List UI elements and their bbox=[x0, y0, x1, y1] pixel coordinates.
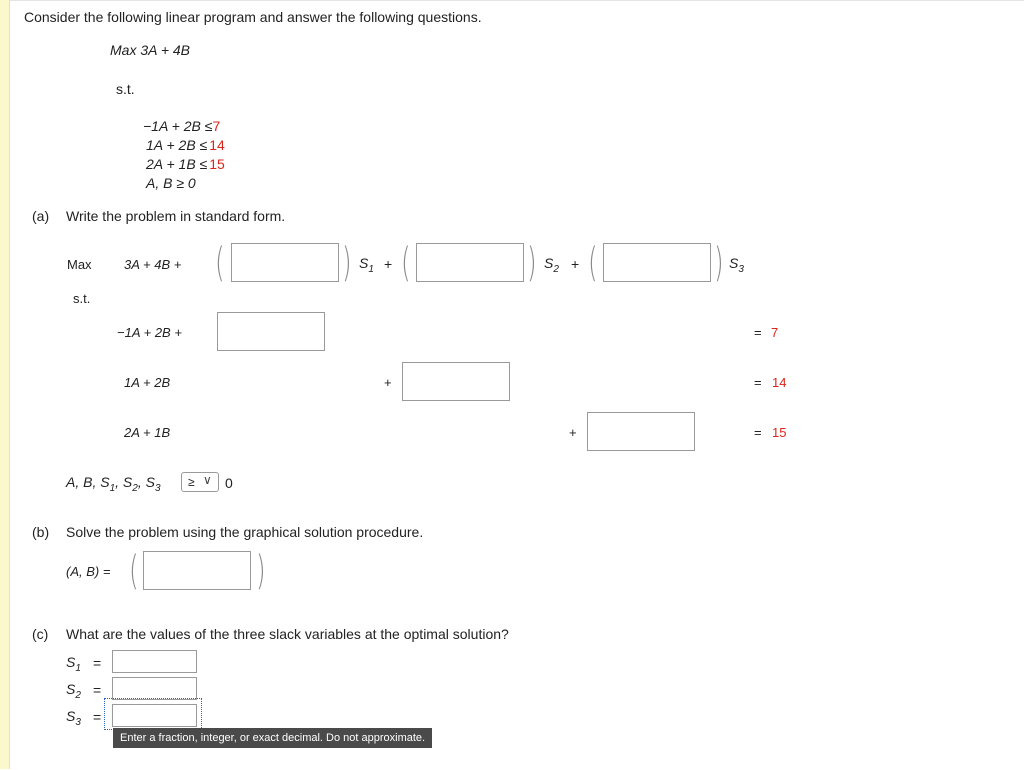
part-a-label: (a) bbox=[32, 208, 50, 224]
part-c-text: What are the values of the three slack variables at the optimal solution? bbox=[66, 626, 509, 642]
std-plus-1: + bbox=[384, 256, 393, 272]
s2-var: S bbox=[544, 255, 554, 271]
row2-rhs: 14 bbox=[772, 375, 787, 390]
row2-plus: + bbox=[384, 375, 392, 390]
s1-var: S bbox=[359, 255, 369, 271]
s3-subscript: 3 bbox=[738, 264, 744, 275]
ab-label: (A, B) = bbox=[66, 564, 111, 579]
paren-open-s1: ( bbox=[215, 240, 225, 286]
vars-sub3: 3 bbox=[154, 483, 161, 494]
row3-lhs: 2A + 1B bbox=[124, 425, 171, 440]
c-s3-label bbox=[66, 708, 81, 728]
lp-constraint-2-lhs: 1A + 2B ≤ bbox=[146, 137, 208, 153]
paren-open-s2: ( bbox=[401, 240, 411, 286]
lp-constraint-1 bbox=[143, 118, 220, 134]
row1-lhs: −1A + 2B + bbox=[117, 325, 182, 340]
input-hint-tooltip: Enter a fraction, integer, or exact decimal. Do not approximate. bbox=[113, 728, 432, 748]
row3-equals: = bbox=[754, 425, 762, 440]
s1-coefficient-input[interactable] bbox=[231, 243, 339, 282]
c-s1-label bbox=[66, 654, 81, 674]
std-objective-prefix: 3A + 4B + bbox=[124, 257, 182, 272]
paren-close-s1: ) bbox=[342, 240, 352, 286]
paren-close-s3: ) bbox=[714, 240, 724, 286]
std-max-label: Max bbox=[67, 257, 92, 272]
s1-subscript: 1 bbox=[368, 264, 374, 275]
row1-rhs: 7 bbox=[771, 325, 779, 340]
lp-objective: Max 3A + 4B bbox=[110, 42, 191, 58]
row2-s2-input[interactable] bbox=[402, 362, 510, 401]
row3-s3-input[interactable] bbox=[587, 412, 695, 451]
lp-constraint-3-rhs: 15 bbox=[209, 156, 225, 172]
lp-constraint-2 bbox=[146, 137, 225, 153]
question-intro: Consider the following linear program and answer the following questions. bbox=[24, 9, 482, 25]
part-c-label: (c) bbox=[32, 626, 49, 642]
vars-sub1: 1 bbox=[109, 483, 116, 494]
vars-s2: , S bbox=[115, 474, 133, 490]
lp-st-label: s.t. bbox=[116, 81, 135, 97]
c-s3-eq: = bbox=[93, 709, 102, 725]
lp-constraint-2-rhs: 14 bbox=[209, 137, 225, 153]
s2-coefficient-input[interactable] bbox=[416, 243, 524, 282]
chevron-down-icon: ∨ bbox=[203, 473, 212, 487]
focus-outline bbox=[104, 698, 202, 730]
s3-coefficient-input[interactable] bbox=[603, 243, 711, 282]
s3-var: S bbox=[729, 255, 739, 271]
std-variables-list bbox=[66, 474, 161, 494]
std-s2-term bbox=[544, 255, 559, 275]
std-st-label: s.t. bbox=[73, 291, 91, 306]
row3-rhs: 15 bbox=[772, 425, 787, 440]
c-s1-var: S bbox=[66, 654, 76, 670]
s2-subscript: 2 bbox=[553, 264, 559, 275]
part-a-text: Write the problem in standard form. bbox=[66, 208, 286, 224]
lp-constraint-3 bbox=[146, 156, 225, 172]
std-s1-term bbox=[359, 255, 374, 275]
lp-nonnegativity: A, B ≥ 0 bbox=[146, 175, 196, 191]
lp-constraint-1-rhs: 7 bbox=[212, 118, 221, 134]
nonneg-zero: 0 bbox=[225, 475, 233, 491]
c-s1-sub: 1 bbox=[75, 663, 81, 674]
c-s2-eq: = bbox=[93, 682, 102, 698]
paren-open-s3: ( bbox=[588, 240, 598, 286]
c-s2-label bbox=[66, 681, 81, 701]
lp-constraint-1-lhs: −1A + 2B ≤ bbox=[143, 118, 213, 134]
std-plus-2: + bbox=[571, 256, 580, 272]
paren-open-ab: ( bbox=[129, 548, 139, 594]
c-s2-var: S bbox=[66, 681, 76, 697]
row2-equals: = bbox=[754, 375, 762, 390]
slack-s2-input[interactable] bbox=[112, 677, 197, 700]
left-gutter bbox=[0, 0, 10, 769]
lp-constraint-3-lhs: 2A + 1B ≤ bbox=[146, 156, 208, 172]
part-b-text: Solve the problem using the graphical solution procedure. bbox=[66, 524, 424, 540]
part-b-label: (b) bbox=[32, 524, 50, 540]
row1-s1-input[interactable] bbox=[217, 312, 325, 351]
row1-equals: = bbox=[754, 325, 762, 340]
c-s3-var: S bbox=[66, 708, 76, 724]
row3-plus: + bbox=[569, 425, 577, 440]
c-s1-eq: = bbox=[93, 655, 102, 671]
inequality-select-value: ≥ bbox=[188, 475, 195, 489]
inequality-select[interactable] bbox=[181, 472, 219, 492]
c-s3-sub: 3 bbox=[75, 717, 81, 728]
std-s3-term bbox=[729, 255, 744, 275]
paren-close-ab: ) bbox=[256, 548, 266, 594]
slack-s1-input[interactable] bbox=[112, 650, 197, 673]
row2-lhs: 1A + 2B bbox=[124, 375, 171, 390]
paren-close-s2: ) bbox=[527, 240, 537, 286]
ab-solution-input[interactable] bbox=[143, 551, 251, 590]
c-s2-sub: 2 bbox=[75, 690, 81, 701]
vars-s3: , S bbox=[137, 474, 155, 490]
vars-sub2: 2 bbox=[132, 483, 138, 494]
vars-a-b-s: A, B, S bbox=[66, 474, 110, 490]
